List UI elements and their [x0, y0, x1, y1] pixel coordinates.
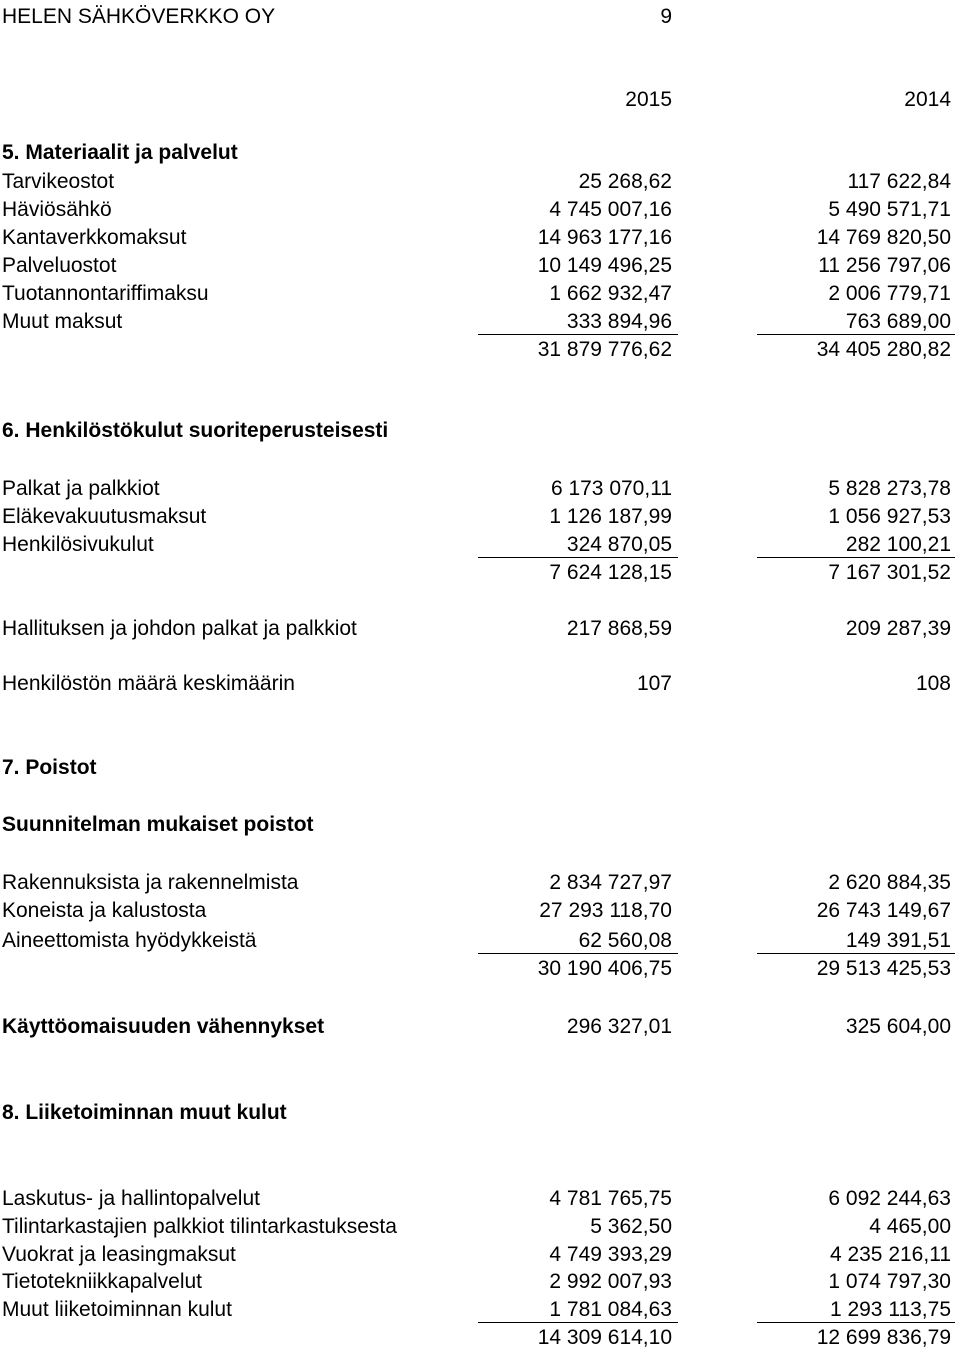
- value-2015: 333 894,96: [566, 310, 672, 333]
- value-2014: 108: [915, 672, 951, 695]
- value-2014: 1 056 927,53: [828, 505, 951, 528]
- value-2015: 1 126 187,99: [549, 505, 672, 528]
- section-title: 8. Liiketoiminnan muut kulut: [2, 1101, 287, 1124]
- subtotal-rule: [757, 557, 955, 558]
- value-2014: 1 293 113,75: [829, 1298, 951, 1321]
- value-2014: 282 100,21: [845, 533, 951, 556]
- value-2015: 6 173 070,11: [550, 477, 672, 500]
- value-2015: 4 781 765,75: [549, 1187, 672, 1210]
- row-label: Häviösähkö: [2, 198, 112, 221]
- page-number: 9: [660, 5, 672, 28]
- year-2014-header: 2014: [904, 88, 951, 111]
- row-label: Henkilösivukulut: [2, 533, 154, 556]
- value-2015: 4 745 007,16: [549, 198, 672, 221]
- total-2015: 7 624 128,15: [549, 561, 672, 584]
- row-label: Eläkevakuutusmaksut: [2, 505, 207, 528]
- total-2014: 34 405 280,82: [816, 338, 951, 361]
- value-2015: 5 362,50: [590, 1215, 672, 1238]
- value-2015: 27 293 118,70: [539, 899, 672, 922]
- value-2014: 1 074 797,30: [828, 1270, 951, 1293]
- subtotal-rule: [478, 953, 678, 954]
- value-2015: 2 992 007,93: [549, 1270, 672, 1293]
- value-2015: 296 327,01: [566, 1015, 672, 1038]
- value-2014: 14 769 820,50: [816, 226, 951, 249]
- value-2014: 26 743 149,67: [816, 899, 951, 922]
- row-label: Laskutus- ja hallintopalvelut: [2, 1187, 260, 1210]
- value-2015: 217 868,59: [566, 617, 672, 640]
- row-label: Rakennuksista ja rakennelmista: [2, 871, 299, 894]
- value-2014: 5 828 273,78: [828, 477, 951, 500]
- row-label: Koneista ja kalustosta: [2, 899, 207, 922]
- value-2014: 4 235 216,11: [829, 1243, 951, 1266]
- row-label: Palkat ja palkkiot: [2, 477, 160, 500]
- value-2015: 4 749 393,29: [549, 1243, 672, 1266]
- subtotal-rule: [757, 953, 955, 954]
- value-2015: 324 870,05: [566, 533, 672, 556]
- value-2015: 62 560,08: [578, 929, 672, 952]
- value-2014: 325 604,00: [845, 1015, 951, 1038]
- section-subtitle: Suunnitelman mukaiset poistot: [2, 813, 314, 836]
- row-label: Henkilöstön määrä keskimäärin: [2, 672, 295, 695]
- value-2015: 25 268,62: [578, 170, 672, 193]
- row-label: Tietotekniikkapalvelut: [2, 1270, 202, 1293]
- total-2014: 12 699 836,79: [816, 1326, 951, 1349]
- value-2015: 107: [636, 672, 672, 695]
- value-2014: 763 689,00: [845, 310, 951, 333]
- total-2015: 30 190 406,75: [537, 957, 672, 980]
- value-2015: 1 781 084,63: [549, 1298, 672, 1321]
- value-2014: 2 006 779,71: [828, 282, 951, 305]
- value-2015: 14 963 177,16: [537, 226, 672, 249]
- row-label: Aineettomista hyödykkeistä: [2, 929, 257, 952]
- row-label: Hallituksen ja johdon palkat ja palkkiot: [2, 617, 357, 640]
- company-name: HELEN SÄHKÖVERKKO OY: [2, 5, 276, 28]
- row-label: Tuotannontariffimaksu: [2, 282, 209, 305]
- value-2015: 2 834 727,97: [549, 871, 672, 894]
- subtotal-rule: [478, 334, 678, 335]
- row-label: Muut liiketoiminnan kulut: [2, 1298, 232, 1321]
- value-2014: 6 092 244,63: [828, 1187, 951, 1210]
- section-title: 6. Henkilöstökulut suoriteperusteisesti: [2, 419, 389, 442]
- value-2014: 4 465,00: [869, 1215, 951, 1238]
- row-label: Muut maksut: [2, 310, 123, 333]
- value-2015: 1 662 932,47: [549, 282, 672, 305]
- total-2014: 29 513 425,53: [816, 957, 951, 980]
- section-title: 5. Materiaalit ja palvelut: [2, 141, 238, 164]
- total-2014: 7 167 301,52: [828, 561, 951, 584]
- subtotal-rule: [757, 334, 955, 335]
- value-2014: 11 256 797,06: [818, 254, 951, 277]
- value-2015: 10 149 496,25: [537, 254, 672, 277]
- value-2014: 117 622,84: [847, 170, 951, 193]
- subtotal-rule: [478, 1322, 678, 1323]
- row-label: Vuokrat ja leasingmaksut: [2, 1243, 236, 1266]
- total-2015: 31 879 776,62: [537, 338, 672, 361]
- row-label: Palveluostot: [2, 254, 117, 277]
- value-2014: 209 287,39: [845, 617, 951, 640]
- value-2014: 2 620 884,35: [828, 871, 951, 894]
- value-2014: 149 391,51: [845, 929, 951, 952]
- year-2015-header: 2015: [625, 88, 672, 111]
- section-title: 7. Poistot: [2, 756, 97, 779]
- row-label: Tarvikeostot: [2, 170, 115, 193]
- subtotal-rule: [757, 1322, 955, 1323]
- row-label: Tilintarkastajien palkkiot tilintarkastuksesta: [2, 1215, 397, 1238]
- row-label: Käyttöomaisuuden vähennykset: [2, 1015, 325, 1038]
- total-2015: 14 309 614,10: [537, 1326, 672, 1349]
- row-label: Kantaverkkomaksut: [2, 226, 187, 249]
- subtotal-rule: [478, 557, 678, 558]
- value-2014: 5 490 571,71: [828, 198, 951, 221]
